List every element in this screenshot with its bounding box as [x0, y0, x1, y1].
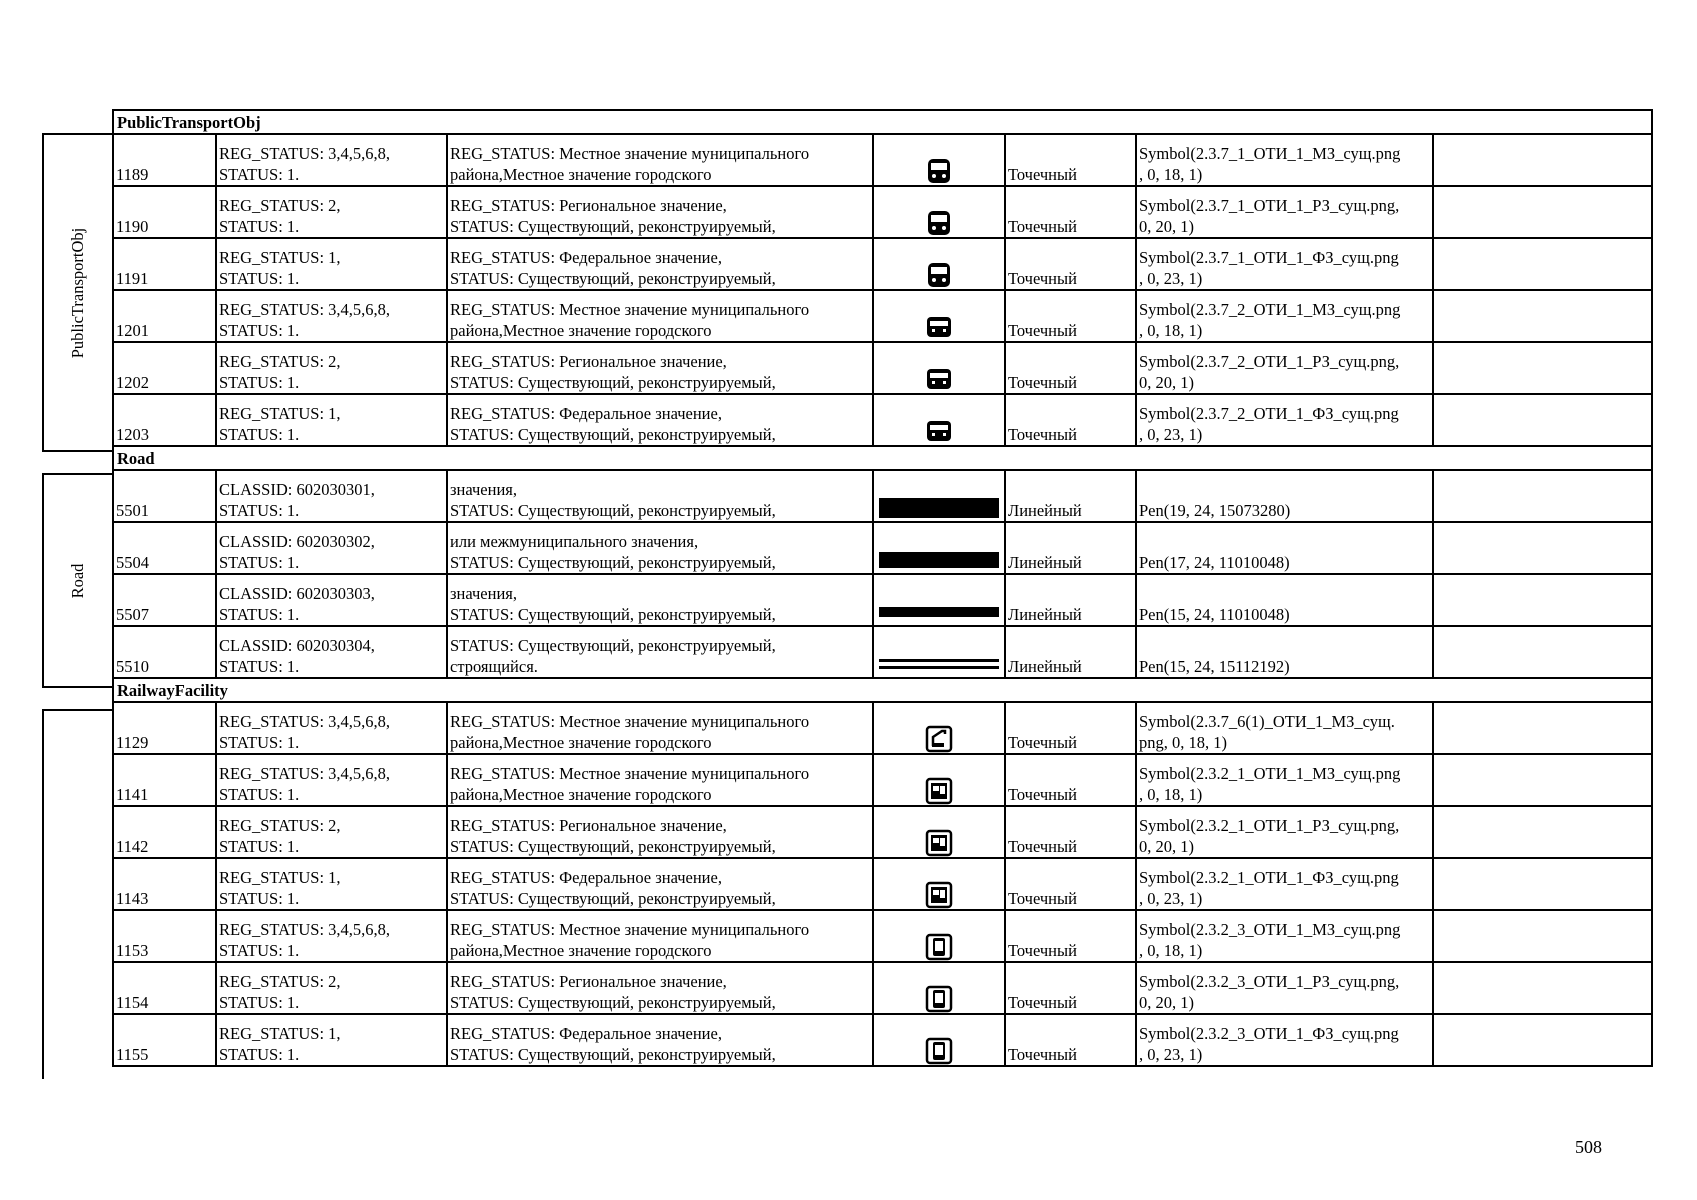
text-line: , 0, 23, 1) [1139, 889, 1203, 908]
style-cell [1136, 1014, 1433, 1066]
empty-cell [1433, 626, 1652, 678]
text-line: Symbol(2.3.7_2_ОТИ_1_РЗ_сущ.png, [1139, 352, 1400, 371]
text-line: или межмуниципального значения, [450, 532, 699, 551]
sidebar-label: PublicTransportObj [68, 227, 87, 358]
geometry-type-cell: Точечный [1005, 394, 1136, 446]
text-line: STATUS: 1. [219, 425, 300, 444]
bus-station-icon [876, 417, 1002, 445]
bus-stop-icon [876, 157, 1002, 185]
text-line: STATUS: Существующий, реконструируемый, [450, 605, 776, 624]
text-line: Symbol(2.3.2_3_ОТИ_1_ФЗ_сущ.png [1139, 1024, 1399, 1043]
table-row [113, 470, 1652, 522]
condition-cell [216, 910, 447, 962]
object-id-cell: 1153 [113, 910, 216, 962]
symbol-cell [873, 522, 1005, 574]
text-line: района,Местное значение городского [450, 941, 712, 960]
geometry-type-cell: Точечный [1005, 1014, 1136, 1066]
object-id-cell: 1129 [113, 702, 216, 754]
table-row [113, 574, 1652, 626]
section-title: Road [113, 446, 1652, 470]
symbol-cell [873, 238, 1005, 290]
condition-cell [216, 394, 447, 446]
sidebar-road [42, 473, 112, 688]
text-line: , 0, 18, 1) [1139, 941, 1203, 960]
text-line: REG_STATUS: Федеральное значение, [450, 404, 722, 423]
text-line: STATUS: Существующий, реконструируемый, [450, 269, 776, 288]
style-cell [1136, 394, 1433, 446]
text-line: 0, 20, 1) [1139, 373, 1194, 392]
text-line: STATUS: 1. [219, 657, 300, 676]
text-line: REG_STATUS: 2, [219, 816, 341, 835]
geometry-type-cell: Точечный [1005, 754, 1136, 806]
table-row [113, 754, 1652, 806]
geometry-type-cell: Линейный [1005, 574, 1136, 626]
bus-stop-icon [876, 261, 1002, 289]
empty-cell [1433, 238, 1652, 290]
symbol-cell [873, 626, 1005, 678]
text-line: REG_STATUS: 2, [219, 972, 341, 991]
text-line: значения, [450, 584, 518, 603]
geometry-type-cell: Линейный [1005, 470, 1136, 522]
text-line: района,Местное значение городского [450, 785, 712, 804]
text-line: REG_STATUS: Федеральное значение, [450, 868, 722, 887]
table-row [113, 134, 1652, 186]
geometry-type-cell: Точечный [1005, 702, 1136, 754]
text-line: 0, 20, 1) [1139, 217, 1194, 236]
text-line: REG_STATUS: 3,4,5,6,8, [219, 300, 391, 319]
railway-platform-icon [876, 985, 1002, 1013]
table-row [113, 522, 1652, 574]
text-line: REG_STATUS: 2, [219, 196, 341, 215]
text-line: CLASSID: 602030303, [219, 584, 375, 603]
empty-cell [1433, 702, 1652, 754]
empty-cell [1433, 522, 1652, 574]
text-line: png, 0, 18, 1) [1139, 733, 1227, 752]
sidebar-public-transport [42, 133, 112, 452]
style-cell [1136, 626, 1433, 678]
empty-cell [1433, 962, 1652, 1014]
text-line: REG_STATUS: Федеральное значение, [450, 1024, 722, 1043]
table-row [113, 806, 1652, 858]
geometry-type-cell: Точечный [1005, 290, 1136, 342]
object-id-cell: 1155 [113, 1014, 216, 1066]
text-line: STATUS: 1. [219, 941, 300, 960]
description-cell [447, 754, 873, 806]
text-line: STATUS: Существующий, реконструируемый, [450, 993, 776, 1012]
symbol-cell [873, 858, 1005, 910]
text-line: строящийся. [450, 657, 538, 676]
empty-cell [1433, 574, 1652, 626]
object-id-cell: 5510 [113, 626, 216, 678]
text-line: STATUS: 1. [219, 553, 300, 572]
text-line: REG_STATUS: Местное значение муниципального [450, 712, 810, 731]
text-line: STATUS: 1. [219, 837, 300, 856]
section-title: RailwayFacility [113, 678, 1652, 702]
text-line: STATUS: 1. [219, 321, 300, 340]
style-cell [1136, 238, 1433, 290]
text-line: REG_STATUS: 3,4,5,6,8, [219, 144, 391, 163]
text-line: , 0, 23, 1) [1139, 1045, 1203, 1064]
geometry-type-cell: Точечный [1005, 806, 1136, 858]
road-line-double [876, 651, 1002, 677]
table-row [113, 702, 1652, 754]
empty-cell [1433, 858, 1652, 910]
text-line: STATUS: Существующий, реконструируемый, [450, 1045, 776, 1064]
table-row [113, 342, 1652, 394]
text-line: 0, 20, 1) [1139, 837, 1194, 856]
text-line: Pen(19, 24, 15073280) [1139, 501, 1291, 520]
description-cell [447, 626, 873, 678]
text-line: STATUS: Существующий, реконструируемый, [450, 425, 776, 444]
text-line: REG_STATUS: 1, [219, 1024, 341, 1043]
empty-cell [1433, 290, 1652, 342]
object-id-cell: 1189 [113, 134, 216, 186]
text-line: REG_STATUS: Региональное значение, [450, 816, 727, 835]
description-cell [447, 522, 873, 574]
text-line: значения, [450, 480, 518, 499]
description-cell [447, 342, 873, 394]
symbol-cell [873, 394, 1005, 446]
style-cell [1136, 962, 1433, 1014]
symbol-cell [873, 702, 1005, 754]
bus-station-icon [876, 365, 1002, 393]
text-line: REG_STATUS: Местное значение муниципального [450, 920, 810, 939]
text-line: STATUS: 1. [219, 605, 300, 624]
object-id-cell: 5504 [113, 522, 216, 574]
text-line: , 0, 23, 1) [1139, 269, 1203, 288]
geometry-type-cell: Линейный [1005, 626, 1136, 678]
text-line: Symbol(2.3.2_1_ОТИ_1_МЗ_сущ.png [1139, 764, 1401, 783]
style-cell [1136, 702, 1433, 754]
symbol-cell [873, 290, 1005, 342]
style-cell [1136, 522, 1433, 574]
description-cell [447, 574, 873, 626]
symbol-cell [873, 186, 1005, 238]
description-cell [447, 910, 873, 962]
text-line: REG_STATUS: 1, [219, 868, 341, 887]
description-cell [447, 962, 873, 1014]
condition-cell [216, 522, 447, 574]
legend-table-body [113, 110, 1652, 1066]
text-line: STATUS: Существующий, реконструируемый, [450, 217, 776, 236]
object-id-cell: 1191 [113, 238, 216, 290]
text-line: STATUS: 1. [219, 785, 300, 804]
text-line: STATUS: Существующий, реконструируемый, [450, 373, 776, 392]
symbol-cell [873, 342, 1005, 394]
legend-table-container [112, 109, 1651, 1067]
sidebar-label: Road [68, 563, 87, 598]
symbol-cell [873, 1014, 1005, 1066]
condition-cell [216, 186, 447, 238]
section-header-row [113, 678, 1652, 702]
description-cell [447, 186, 873, 238]
text-line: Symbol(2.3.7_1_ОТИ_1_РЗ_сущ.png, [1139, 196, 1400, 215]
text-line: REG_STATUS: 1, [219, 404, 341, 423]
condition-cell [216, 702, 447, 754]
text-line: района,Местное значение городского [450, 321, 712, 340]
text-line: REG_STATUS: 3,4,5,6,8, [219, 712, 391, 731]
description-cell [447, 702, 873, 754]
description-cell [447, 394, 873, 446]
condition-cell [216, 574, 447, 626]
text-line: REG_STATUS: 1, [219, 248, 341, 267]
condition-cell [216, 342, 447, 394]
symbol-cell [873, 134, 1005, 186]
text-line: REG_STATUS: Местное значение муниципального [450, 300, 810, 319]
text-line: , 0, 23, 1) [1139, 425, 1203, 444]
text-line: 0, 20, 1) [1139, 993, 1194, 1012]
table-row [113, 962, 1652, 1014]
object-id-cell: 5501 [113, 470, 216, 522]
symbol-cell [873, 910, 1005, 962]
text-line: STATUS: Существующий, реконструируемый, [450, 553, 776, 572]
text-line: STATUS: 1. [219, 733, 300, 752]
text-line: REG_STATUS: 3,4,5,6,8, [219, 764, 391, 783]
style-cell [1136, 290, 1433, 342]
geometry-type-cell: Линейный [1005, 522, 1136, 574]
text-line: Pen(15, 24, 15112192) [1139, 657, 1290, 676]
text-line: STATUS: 1. [219, 269, 300, 288]
railway-station-icon [876, 881, 1002, 909]
geometry-type-cell: Точечный [1005, 858, 1136, 910]
text-line: Symbol(2.3.2_3_ОТИ_1_МЗ_сущ.png [1139, 920, 1401, 939]
text-line: STATUS: Существующий, реконструируемый, [450, 889, 776, 908]
text-line: REG_STATUS: Местное значение муниципального [450, 144, 810, 163]
symbol-cell [873, 754, 1005, 806]
description-cell [447, 470, 873, 522]
style-cell [1136, 574, 1433, 626]
text-line: Symbol(2.3.7_2_ОТИ_1_МЗ_сущ.png [1139, 300, 1401, 319]
text-line: района,Местное значение городского [450, 165, 712, 184]
bus-station-icon [876, 313, 1002, 341]
empty-cell [1433, 470, 1652, 522]
text-line: Symbol(2.3.2_1_ОТИ_1_РЗ_сущ.png, [1139, 816, 1400, 835]
railway-platform-icon [876, 933, 1002, 961]
empty-cell [1433, 186, 1652, 238]
empty-cell [1433, 134, 1652, 186]
text-line: , 0, 18, 1) [1139, 165, 1203, 184]
condition-cell [216, 806, 447, 858]
railway-station-icon [876, 777, 1002, 805]
symbol-cell [873, 470, 1005, 522]
railway-crane-icon [876, 725, 1002, 753]
object-id-cell: 1143 [113, 858, 216, 910]
geometry-type-cell: Точечный [1005, 962, 1136, 1014]
text-line: REG_STATUS: 3,4,5,6,8, [219, 920, 391, 939]
style-cell [1136, 470, 1433, 522]
symbol-cell [873, 962, 1005, 1014]
geometry-type-cell: Точечный [1005, 238, 1136, 290]
text-line: STATUS: 1. [219, 373, 300, 392]
empty-cell [1433, 394, 1652, 446]
style-cell [1136, 806, 1433, 858]
empty-cell [1433, 1014, 1652, 1066]
condition-cell [216, 626, 447, 678]
object-id-cell: 1154 [113, 962, 216, 1014]
geometry-type-cell: Точечный [1005, 342, 1136, 394]
object-id-cell: 1203 [113, 394, 216, 446]
description-cell [447, 1014, 873, 1066]
description-cell [447, 134, 873, 186]
text-line: STATUS: 1. [219, 501, 300, 520]
empty-cell [1433, 910, 1652, 962]
text-line: , 0, 18, 1) [1139, 785, 1203, 804]
description-cell [447, 290, 873, 342]
table-row [113, 394, 1652, 446]
text-line: STATUS: 1. [219, 217, 300, 236]
section-header-row [113, 110, 1652, 134]
text-line: Symbol(2.3.7_1_ОТИ_1_МЗ_сущ.png [1139, 144, 1401, 163]
road-line-thin [876, 599, 1002, 625]
empty-cell [1433, 806, 1652, 858]
text-line: STATUS: 1. [219, 1045, 300, 1064]
text-line: STATUS: Существующий, реконструируемый, [450, 501, 776, 520]
section-title: PublicTransportObj [113, 110, 1652, 134]
text-line: REG_STATUS: Местное значение муниципального [450, 764, 810, 783]
empty-cell [1433, 754, 1652, 806]
text-line: Symbol(2.3.2_1_ОТИ_1_ФЗ_сущ.png [1139, 868, 1399, 887]
text-line: REG_STATUS: Федеральное значение, [450, 248, 722, 267]
description-cell [447, 238, 873, 290]
railway-station-icon [876, 829, 1002, 857]
table-row [113, 910, 1652, 962]
symbol-cell [873, 574, 1005, 626]
table-row [113, 238, 1652, 290]
text-line: Symbol(2.3.7_1_ОТИ_1_ФЗ_сущ.png [1139, 248, 1399, 267]
object-id-cell: 5507 [113, 574, 216, 626]
text-line: Symbol(2.3.7_6(1)_ОТИ_1_МЗ_сущ. [1139, 712, 1395, 731]
text-line: REG_STATUS: Региональное значение, [450, 196, 727, 215]
table-row [113, 186, 1652, 238]
railway-platform-icon [876, 1037, 1002, 1065]
condition-cell [216, 470, 447, 522]
table-row [113, 1014, 1652, 1066]
text-line: Symbol(2.3.7_2_ОТИ_1_ФЗ_сущ.png [1139, 404, 1399, 423]
bus-stop-icon [876, 209, 1002, 237]
table-row [113, 290, 1652, 342]
text-line: STATUS: Существующий, реконструируемый, [450, 636, 776, 655]
text-line: Pen(15, 24, 11010048) [1139, 605, 1290, 624]
text-line: STATUS: Существующий, реконструируемый, [450, 837, 776, 856]
page-number: 508 [1575, 1137, 1602, 1157]
condition-cell [216, 858, 447, 910]
condition-cell [216, 238, 447, 290]
text-line: CLASSID: 602030304, [219, 636, 375, 655]
style-cell [1136, 342, 1433, 394]
object-id-cell: 1141 [113, 754, 216, 806]
object-id-cell: 1202 [113, 342, 216, 394]
style-cell [1136, 186, 1433, 238]
description-cell [447, 806, 873, 858]
legend-table [112, 109, 1653, 1067]
geometry-type-cell: Точечный [1005, 186, 1136, 238]
style-cell [1136, 858, 1433, 910]
condition-cell [216, 754, 447, 806]
description-cell [447, 858, 873, 910]
section-header-row [113, 446, 1652, 470]
text-line: REG_STATUS: Региональное значение, [450, 352, 727, 371]
text-line: STATUS: 1. [219, 165, 300, 184]
condition-cell [216, 962, 447, 1014]
style-cell [1136, 134, 1433, 186]
condition-cell [216, 1014, 447, 1066]
table-row [113, 626, 1652, 678]
geometry-type-cell: Точечный [1005, 134, 1136, 186]
symbol-cell [873, 806, 1005, 858]
road-line-thick [876, 495, 1002, 521]
table-row [113, 858, 1652, 910]
sidebar-railway-facility [42, 709, 112, 1079]
text-line: CLASSID: 602030302, [219, 532, 375, 551]
text-line: CLASSID: 602030301, [219, 480, 375, 499]
road-line-medium [876, 547, 1002, 573]
text-line: Symbol(2.3.2_3_ОТИ_1_РЗ_сущ.png, [1139, 972, 1400, 991]
geometry-type-cell: Точечный [1005, 910, 1136, 962]
object-id-cell: 1201 [113, 290, 216, 342]
style-cell [1136, 910, 1433, 962]
text-line: Pen(17, 24, 11010048) [1139, 553, 1290, 572]
object-id-cell: 1190 [113, 186, 216, 238]
condition-cell [216, 290, 447, 342]
empty-cell [1433, 342, 1652, 394]
text-line: STATUS: 1. [219, 889, 300, 908]
object-id-cell: 1142 [113, 806, 216, 858]
text-line: STATUS: 1. [219, 993, 300, 1012]
text-line: REG_STATUS: Региональное значение, [450, 972, 727, 991]
text-line: REG_STATUS: 2, [219, 352, 341, 371]
text-line: района,Местное значение городского [450, 733, 712, 752]
style-cell [1136, 754, 1433, 806]
text-line: , 0, 18, 1) [1139, 321, 1203, 340]
condition-cell [216, 134, 447, 186]
